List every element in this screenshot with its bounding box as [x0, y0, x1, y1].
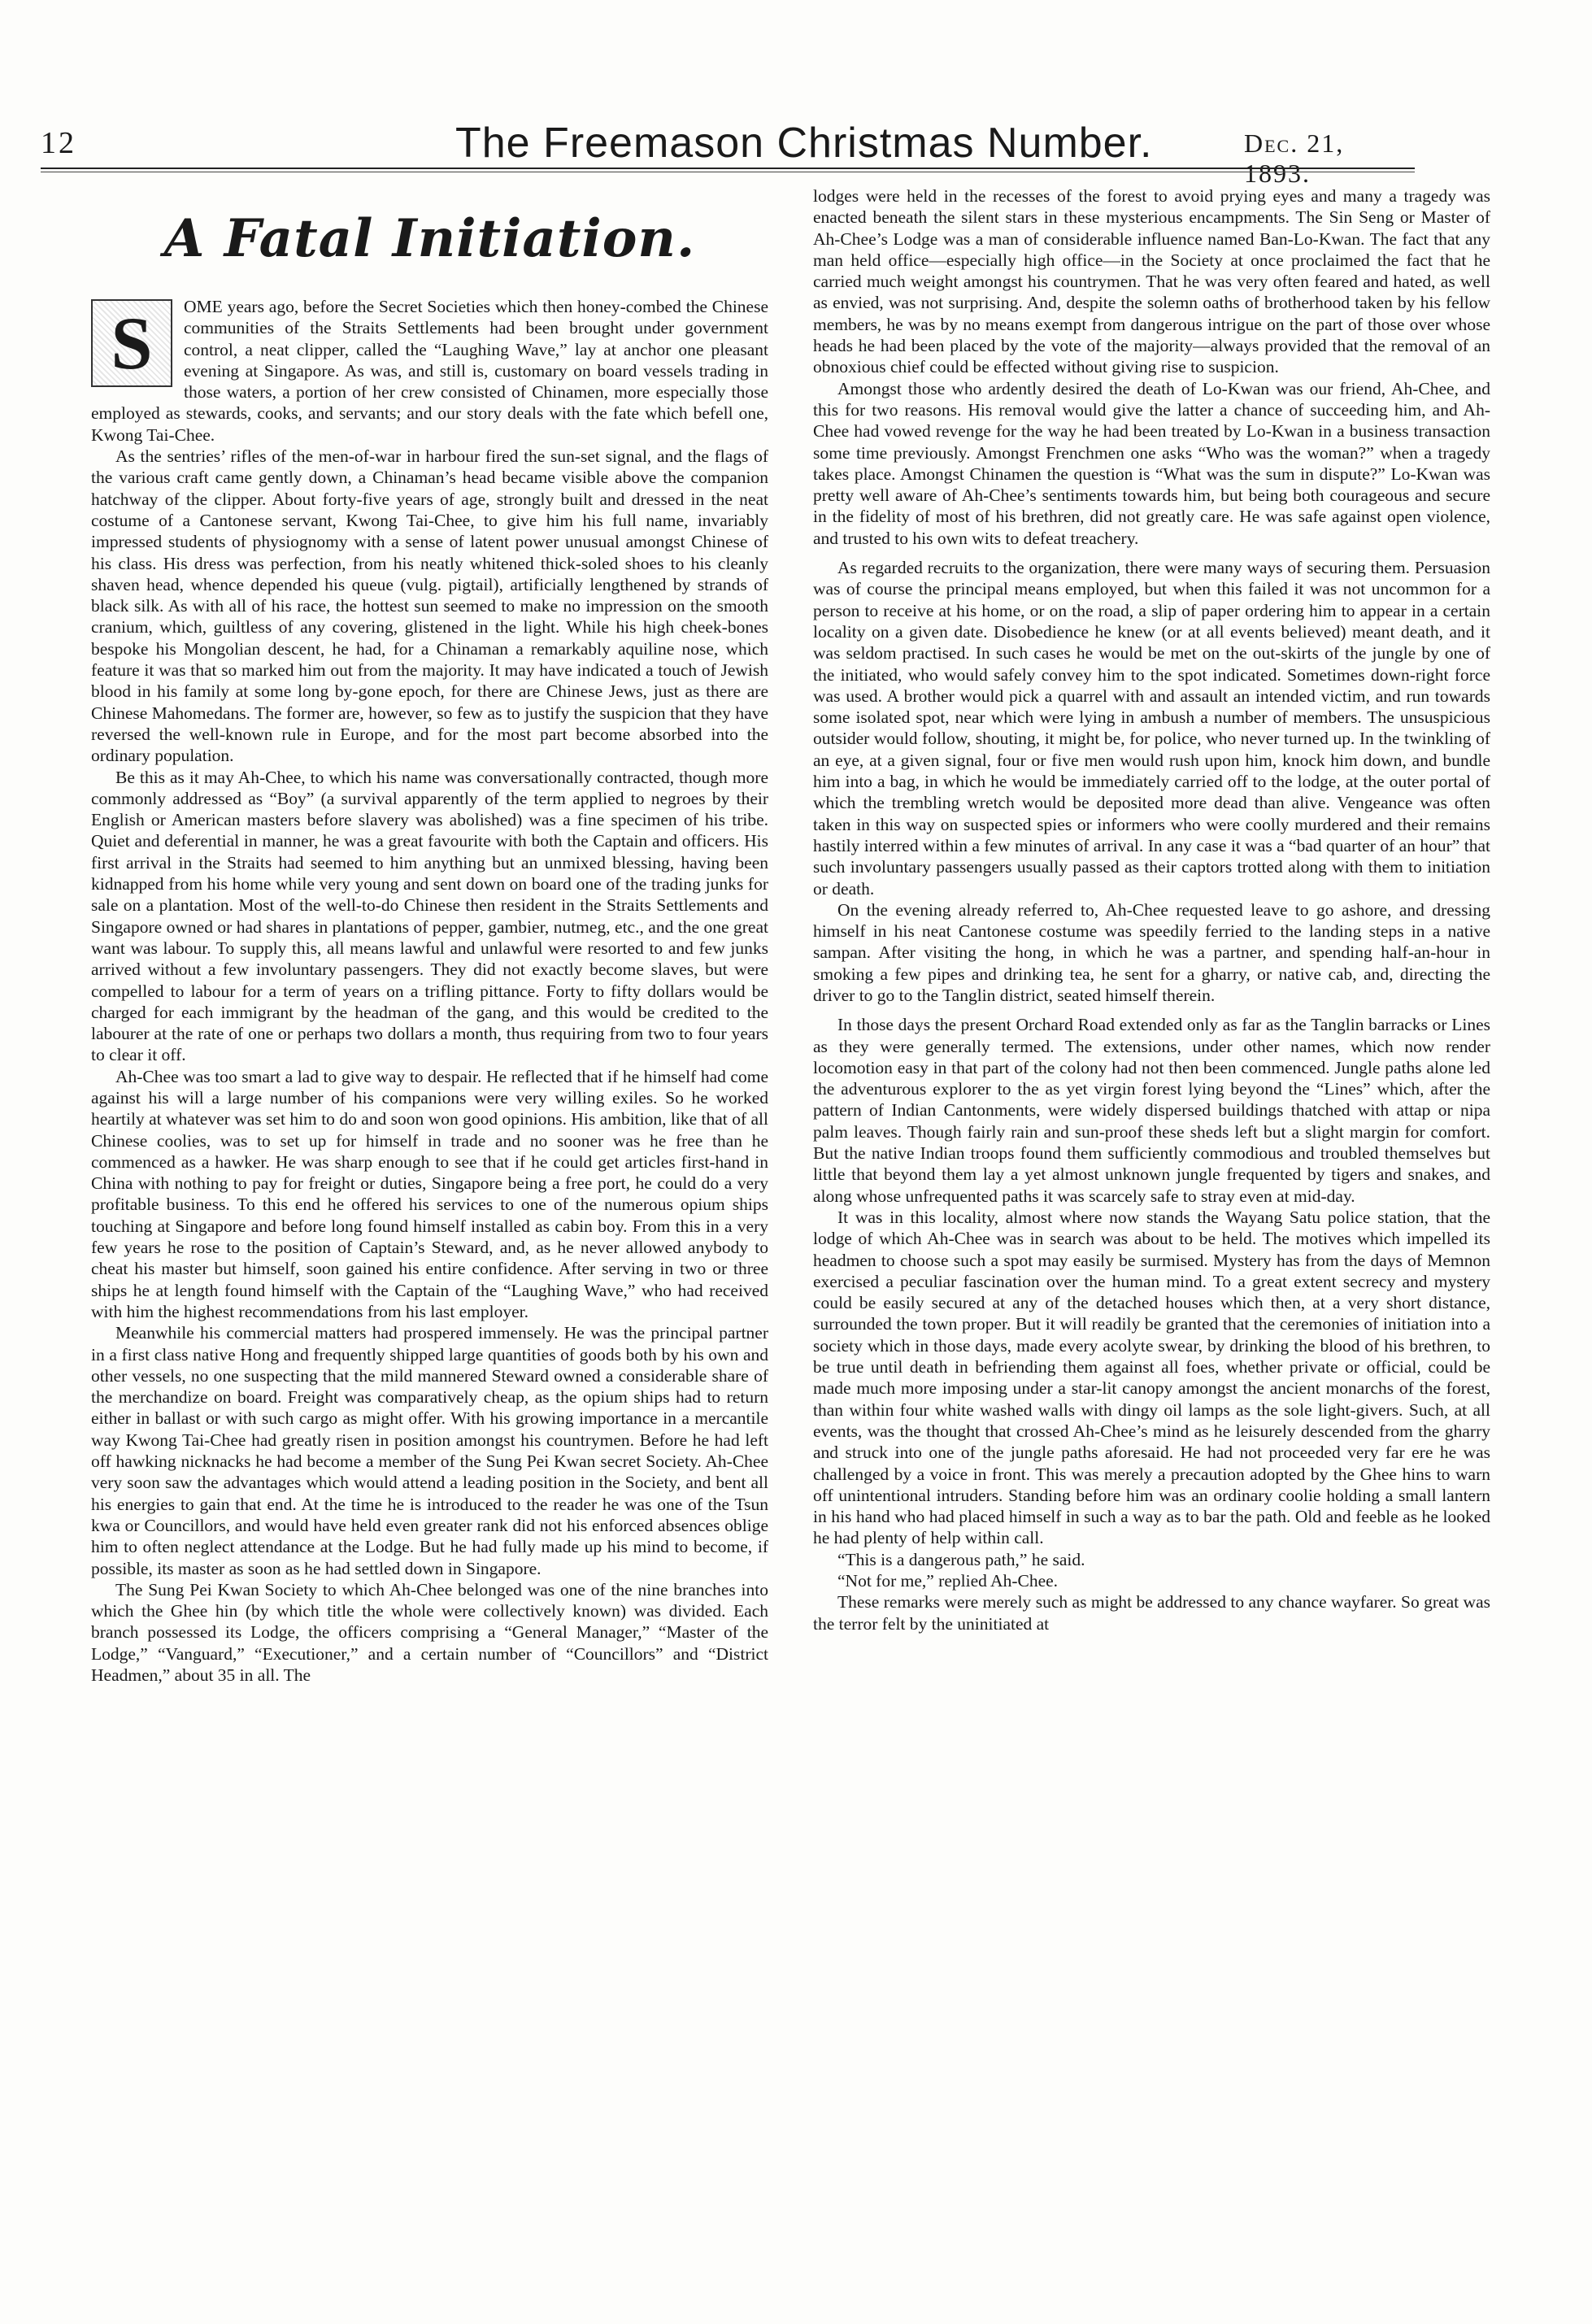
header-rule [41, 168, 1415, 169]
paragraph: In those days the present Orchard Road extended only as far as the Tanglin barracks or Lines as they were generally termed. The extensions, under other names, which now render locomotion easy in that part of the colony had not then been commenced. Jungle paths alone led the adventurous explorer to the as yet virgin forest lying beyond the “Lines” which, after the pattern of Indian Cantonments, were widely dispersed buildings thatched with attap or nipa palm leaves. Though fairly rain and sun-proof these sheds left but a slight margin for comfort. But the native Indian troops found them sufficiently commodious and troubled themselves but little that beyond them lay a yet almost unknown jungle frequented by tigers and snakes, and along whose unfrequented paths it was scarcely safe to stray even at mid-day. [813, 1015, 1490, 1206]
paragraph [91, 296, 768, 446]
paragraph: These remarks were merely such as might be addressed to any chance wayfarer. So great was the terror felt by the uninitiated at [813, 1592, 1490, 1634]
dialogue-line: “This is a dangerous path,” he said. [837, 1549, 1085, 1569]
paragraph: On the evening already referred to, Ah-Chee requested leave to go ashore, and dressing himself in his neat Cantonese costume was speedily ferried to the landing steps in a native sampan. After visiting the hong, in which he was a partner, and spending half-an-hour in smoking a few pipes and drinking tea, he sent for a gharry, or native cab, and, directing the driver to go to the Tanglin district, seated himself therein. [813, 899, 1490, 1005]
section-spacer [813, 549, 1490, 557]
paragraph: It was in this locality, almost where now stands the Wayang Satu police station, that the lodge of which Ah-Chee was in search was about to be held. The motives which impelled its headmen to choose such a spot may easily be surmised. Mystery has from the days of Memnon exercised a peculiar fascination over the human mind. To a great extent secrecy and mystery could be easily secured at any of the detached houses which then, at a very short distance, surrounded the town proper. But it will readily be granted that the ceremonies of initiation into a society which in those days, made every acolyte swear, by drinking the blood of his brethren, to be true until death in befriending them against all foes, whether private or official, could be made much more imposing under a star-lit canopy amongst the ancient monarchs of the forest, than within four white washed walls with dingy oil lamps as the sole light-givers. Such, at all events, was the thought that crossed Ah-Chee’s mind as he leisurely descended from the gharry and struck into one of the jungle paths aforesaid. He had not proceeded very far ere he was challenged by a voice in front. This was merely a precaution adopted by the Ghee hins to warn off unintentional intruders. Standing before him was an ordinary coolie holding a small lantern in his hand who had placed himself in such a way as to bar the path. Old and feeble as he looked he had plenty of help within call. [813, 1207, 1490, 1548]
paragraph: Ah-Chee was too smart a lad to give way to despair. He reflected that if he himself had come against his will a large number of his companions were very willing exiles. So he worked heartily at whatever was set him to do and soon won good opinions. His ambition, like that of all Chinese coolies, was to set up for himself in trade and no sooner was he free than he commenced as a hawker. He was sharp enough to see that if he could get articles first-hand in China with nothing to pay for freight or duties, Singapore being a free port, he could do a very profitable business. To this end he offered his services to one of the numerous opium ships touching at Singapore and before long found himself installed as cabin boy. From this in a very few years he rose to the position of Captain’s Steward, and, as he never allowed anybody to cheat his master but himself, soon gained his entire confidence. After serving in two or three ships he at length found himself with the Captain of the “Laughing Wave,” who had received with him the highest recommendations from his last employer. [91, 1066, 768, 1321]
paragraph-text: OME years ago, before the Secret Societies which then honey-combed the Chinese communities of the Straits Settlements had been brought under government control, a neat clipper, called the “Laughing Wave,” lay at anchor one pleasant evening at Singapore. As was, and still is, customary on board vessels trading in those waters, a portion of her crew consisted of Chinamen, more especially those employed as stewards, cooks, and servants; and our story deals with the fate which befell one, Kwong Tai-Chee. [91, 297, 768, 445]
paragraph: The Sung Pei Kwan Society to which Ah-Chee belonged was one of the nine branches into which the Ghee hin (by which title the whole were collectively known) was divided. Each branch possessed its Lodge, the officers comprising a “General Manager,” “Master of the Lodge,” “Vanguard,” “Executioner,” and a certain number of “Councillors” and “District Headmen,” about 35 in all. The [91, 1579, 768, 1685]
page-number: 12 [41, 126, 76, 160]
publication-title: The Freemason Christmas Number. [455, 120, 1153, 167]
paragraph: lodges were held in the recesses of the forest to avoid prying eyes and many a tragedy was enacted beneath the silent stars in these mysterious encampments. The Sin Seng or Master of Ah-Chee’s Lodge was a man of considerable influence named Ban-Lo-Kwan. The fact that any man held office—especially high office—in the Society at once proclaimed the fact that he carried much weight amongst his countrymen. That he was very often feared and hated, as well as envied, was not surprising. And, despite the solemn oaths of brotherhood taken by his fellow members, he was by no means exempt from dangerous intrigue on the part of those over whose heads he had been placed by the vote of the majority—always provided that the removal of an obnoxious chief could be effected without giving rise to suspicion. [813, 186, 1490, 377]
left-column [91, 174, 768, 1686]
paragraph: Meanwhile his commercial matters had prospered immensely. He was the principal partner in a first class native Hong and frequently shipped large quantities of goods both by his own and other vessels, no one suspecting that the mild mannered Steward owned a considerable share of the merchandize on board. Freight was comparatively cheap, as the opium ships had to return either in ballast or with such cargo as might offer. With his growing importance in a mercantile way Kwong Tai-Chee had greatly risen in position amongst his countrymen. Before he had left off hawking nicknacks he had become a member of the Sung Pei Kwan secret Society. Ah-Chee very soon saw the advantages which would attend a leading position in the Society, and bent all his energies to gain that end. At the time he is introduced to the reader he was one of the Tsun kwa or Councillors, and would have held even greater rank did not his enforced absences oblige him to often neglect attendance at the Lodge. But he had fully made up his mind to become, if possible, its master as soon as he had settled down in Singapore. [91, 1323, 768, 1578]
paragraph: As regarded recruits to the organization, there were many ways of securing them. Persuasion was of course the principal means employed, but when this failed it was not uncommon for a person to receive at his home, or on the road, a slip of paper ordering him to appear in a certain locality on a given date. Disobedience he knew (or at all events believed) meant death, and it was seldom practised. In such cases he would be met on the out-skirts of the jungle by one of the initiated, who would safely convey him to the spot indicated. Sometimes down-right force was used. A brother would pick a quarrel with and assault an intended victim, and run towards some isolated spot, near which were lying in ambush a number of members. The unsuspicious outsider would follow, shouting, it might be, for police, who never turned up. In the twinkling of an eye, at a given signal, four or five men would rush upon him, knock him down, and bundle him into a bag, in which he would be immediately carried off to the lodge, at the outer portal of which the trembling wretch would be deposited more dead than alive. Vengeance was often taken in this way on suspected spies or informers who were coolly murdered and their remains hastily interred within a few minutes of arrival. In any case it was a “bad quarter of an hour” that such involuntary passengers usually passed as their captors trotted along with them to initiation or death. [813, 558, 1490, 899]
paragraph: As the sentries’ rifles of the men-of-war in harbour fired the sun-set signal, and the flags of the various craft came gently down, a Chinaman’s head became visible above the companion hatchway of the clipper. About forty-five years of age, strongly built and dressed in the neat costume of a Cantonese servant, Kwong Tai-Chee, to give him his full name, invariably impressed students of physiognomy with a sense of latent power unusual amongst Chinese of his class. His dress was perfection, from his neatly whitened thick-soled shoes to his cleanly shaven head, whence depended his queue (vulg. pigtail), artificially lengthened by strands of black silk. As with all of his race, the hottest sun seemed to make no impression on the smooth cranium, which, guiltless of any covering, glistened in the light. While his high cheek-bones bespoke his Mongolian descent, he had, for a Chinaman a remarkably aquiline nose, which feature it was that so marked him out from the majority. It may have indicated a touch of Jewish blood in his family at some long by-gone epoch, for there are Chinese Jews, just as there are Chinese Mahomedans. The former are, however, so few as to justify the suspicion that they have reversed the well-known rule in Europe, and for the most part become absorbed into the ordinary population. [91, 446, 768, 766]
drop-cap: S [91, 299, 172, 387]
article-title: A Fatal Initiation. [163, 208, 696, 269]
paragraph: Be this as it may Ah-Chee, to which his name was conversationally contracted, though more commonly addressed as “Boy” (a survival apparently of the term applied to negroes by their English or American masters before slavery was abolished) was a fine specimen of his tribe. Quiet and deferential in manner, he was a great favourite with both the Captain and officers. His first arrival in the Straits had seemed to him anything but an unmixed blessing, having been kidnapped from his home while very young and sent down on board one of the trading junks for sale on a plantation. Most of the well-to-do Chinese then resident in the Straits Settlements and Singapore owned or had shares in plantations of pepper, gambier, nutmeg, etc., and the one great want was labour. To supply this, all means lawful and unlawful were resorted to and few junks arrived without a few involuntary passengers. They did not exactly become slaves, but were compelled to labour for a term of years on a trifling pittance. Forty to fifty dollars would be charged for each immigrant by the headman of the gang, and this would be credited to the labourer at the rate of one or perhaps two dollars a month, thus requiring from two to four years to clear it off. [91, 767, 768, 1065]
paragraph: Amongst those who ardently desired the death of Lo-Kwan was our friend, Ah-Chee, and this for two reasons. His removal would give the latter a chance of succeeding him, and Ah-Chee had vowed revenge for the way he had been treated by Lo-Kwan in a business transaction some time previously. Amongst Frenchmen one asks “Who was the woman?” when a tragedy takes place. Amongst Chinamen the question is “What was the sum in dispute?” Lo-Kwan was pretty well aware of Ah-Chee’s sentiments towards him, but being both courageous and secure in the fidelity of most of his brethren, did not greatly care. He was safe against open violence, and trusted to his own wits to defeat treachery. [813, 378, 1490, 548]
right-column [813, 185, 1490, 1634]
dialogue-line: “Not for me,” replied Ah-Chee. [837, 1571, 1059, 1591]
section-spacer [813, 1006, 1490, 1014]
issue-date: Dec. 21, 1893. [1244, 128, 1345, 188]
page-header [41, 120, 1415, 188]
